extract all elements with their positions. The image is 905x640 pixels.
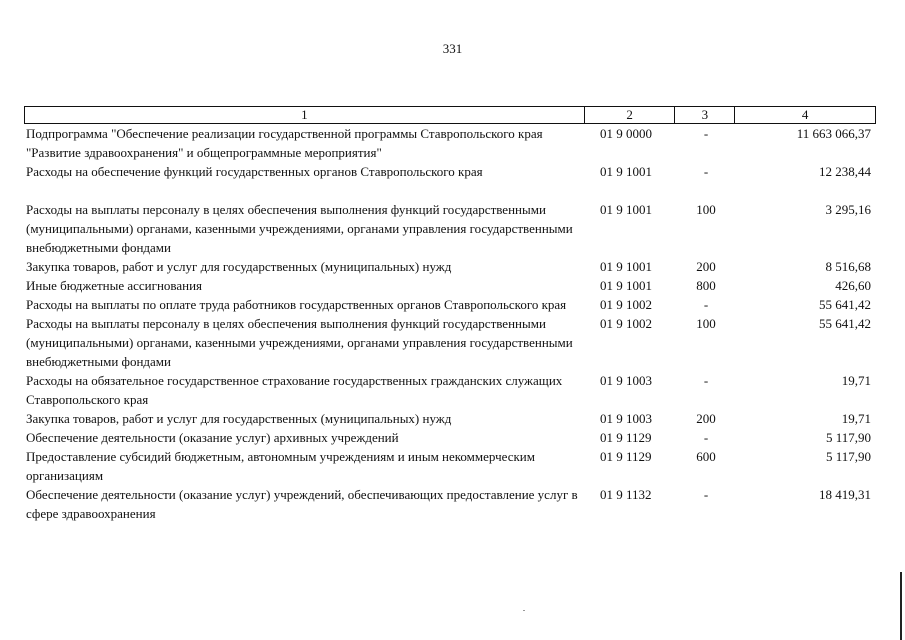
row-type: - [703,297,709,312]
scan-speck [523,610,525,611]
row-code: 01 9 1132 [600,487,652,502]
row-name: Предоставление субсидий бюджетным, автономным учреждениям и иным некоммерческим организациям [26,449,535,483]
row-amount: 12 238,44 [819,164,871,179]
row-type: - [703,373,709,388]
row-name: Расходы на обязательное государственное страхование государственных гражданских служащих Ставропольского края [26,373,563,407]
row-amount: 8 516,68 [825,259,871,274]
table-row [24,485,876,523]
header-col-2: 2 [585,107,676,123]
header-col-4: 4 [801,107,809,122]
row-amount: 426,60 [835,278,871,293]
table-header [24,106,876,124]
row-spacer [24,181,876,200]
row-name: Расходы на выплаты персоналу в целях обеспечения выполнения функций государственными (муниципальными) органами, казенными учреждениями, органами управления государственными внебюджетными фондами [26,316,573,369]
row-type: - [703,164,709,179]
row-name: Закупка товаров, работ и услуг для государственных (муниципальных) нужд [26,411,452,426]
row-code: 01 9 1129 [600,430,652,445]
table-row [24,314,876,371]
row-type: 600 [696,449,716,464]
row-code: 01 9 1001 [600,164,652,179]
row-code: 01 9 1003 [600,373,652,388]
row-amount: 19,71 [841,373,871,388]
row-amount: 11 663 066,37 [796,126,871,141]
table-row [24,447,876,485]
row-type: 200 [696,411,716,426]
table-row [24,200,876,257]
row-name: Обеспечение деятельности (оказание услуг) учреждений, обеспечивающих предоставление услуг в сфере здравоохранения [26,487,578,521]
table-row [24,428,876,447]
table-row [24,409,876,428]
budget-table [24,106,876,523]
header-col-3: 3 [675,107,735,123]
table-row [24,124,876,162]
row-type: 100 [696,202,716,217]
row-code: 01 9 1001 [600,278,652,293]
row-code: 01 9 1003 [600,411,652,426]
row-amount: 55 641,42 [819,316,871,331]
row-type: 800 [696,278,716,293]
table-row [24,371,876,409]
page-edge-line [900,572,902,640]
row-code: 01 9 1129 [600,449,652,464]
table-row [24,276,876,295]
row-type: - [703,487,709,502]
row-type: 100 [696,316,716,331]
row-name: Расходы на обеспечение функций государственных органов Ставропольского края [26,164,483,179]
row-type: - [703,430,709,445]
row-amount: 5 117,90 [825,449,871,464]
row-name: Подпрограмма "Обеспечение реализации государственной программы Ставропольского края "Развитие здравоохранения" и общепрограммные мероприятия" [26,126,543,160]
row-type: 200 [696,259,716,274]
row-amount: 19,71 [841,411,871,426]
row-name: Обеспечение деятельности (оказание услуг) архивных учреждений [26,430,399,445]
table-row [24,295,876,314]
row-name: Иные бюджетные ассигнования [26,278,203,293]
row-name: Расходы на выплаты по оплате труда работников государственных органов Ставропольского края [26,297,567,312]
row-amount: 5 117,90 [825,430,871,445]
row-code: 01 9 1002 [600,316,652,331]
header-col-1: 1 [25,107,585,123]
row-name: Расходы на выплаты персоналу в целях обеспечения выполнения функций государственными (муниципальными) органами, казенными учреждениями, органами управления государственными внебюджетными фондами [26,202,573,255]
row-type: - [703,126,709,141]
row-code: 01 9 1001 [600,259,652,274]
table-row [24,162,876,181]
row-amount: 55 641,42 [819,297,871,312]
table-row [24,257,876,276]
row-code: 01 9 1001 [600,202,652,217]
page-number: 331 [442,41,463,56]
row-amount: 3 295,16 [825,202,871,217]
row-name: Закупка товаров, работ и услуг для государственных (муниципальных) нужд [26,259,452,274]
row-code: 01 9 0000 [600,126,652,141]
row-code: 01 9 1002 [600,297,652,312]
row-amount: 18 419,31 [819,487,871,502]
